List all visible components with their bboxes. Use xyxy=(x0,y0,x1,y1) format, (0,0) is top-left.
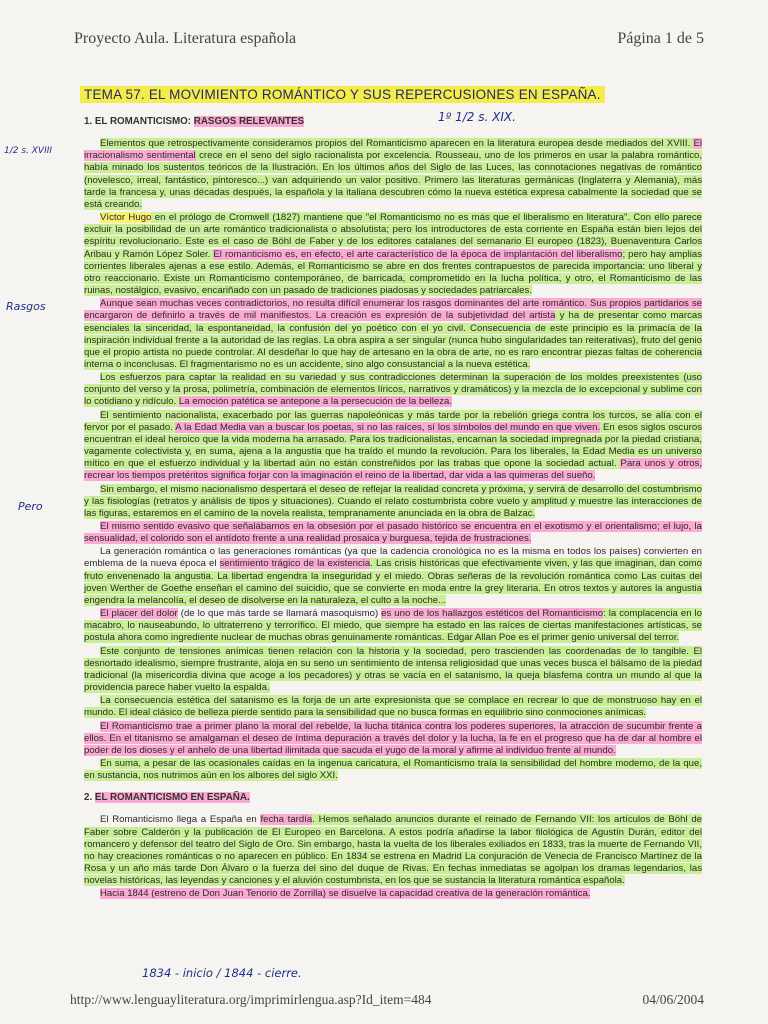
paragraph xyxy=(84,484,702,520)
paragraph xyxy=(84,721,702,757)
text-run: El placer del dolor xyxy=(100,608,178,620)
paragraph xyxy=(84,298,702,371)
section-2-heading xyxy=(84,792,702,804)
text-run: y ha de presentar como marcas esenciales la sinceridad, la espontaneidad, la confusión del yo poético con el yo civil. Consecuencia de este principio es la primacía de la inspiración individual frente a la autoridad de las reglas. La obra aspira a ser singular (nunca hubo singularidades tan reiterativas), fruto del genio que el propio artista no puede controlar. Al desdeñar lo que hay de artesano en la obra de arte, no es raro encontrar piezas faltas de coherencia interna o inconclusas. El fragmentarismo no es un accidente, sino algo consustancial a la nueva estética. xyxy=(84,310,702,370)
text-run: Para unos y otros, recrear los tiempos pretéritos significa forjar con la imaginación el reino de la libertad, dar vida a las quimeras del sueño. xyxy=(84,458,702,482)
paragraph xyxy=(84,695,702,719)
text-run: El irracionalismo sentimental xyxy=(84,138,702,162)
text-run: es uno de los hallazgos estéticos del Romanticismo xyxy=(381,608,604,620)
paragraph xyxy=(84,814,702,887)
header-title: Proyecto Aula. Literatura española xyxy=(74,30,297,47)
text-run: Sin embargo, el mismo nacionalismo despertará el deseo de reflejar la realidad concreta y próxima, y servirá de desarrollo del costumbrismo y las fisiologías (retratos y análisis de tipos y situaciones). Cuando el relato costumbrista cobre vuelo y amplitud y muestre las interacciones de las figuras, estaremos en el camino de la novela realista, tempranamente anunciada en la obra de Balzac. xyxy=(84,483,702,519)
paragraph xyxy=(84,646,702,695)
text-run: (de lo que más tarde se llamará masoquismo) xyxy=(177,608,382,620)
text-run: Este conjunto de tensiones anímicas tienen relación con la historia y la sociedad, pero trascienden las coordenadas de lo tangible. El desnortado idealismo, siempre frustrante, aloja en su seno un sentimiento de intensa religiosidad que unas veces busca el bálsamo de la piedad tradicional (la misericordia divina que acoge a los pecadores) y otras se vacía en el satanismo, la queja blasfema contra un mundo al que la providencia parece haber vuelto la espalda. xyxy=(84,645,702,694)
handwritten-note-pero: Pero xyxy=(18,500,43,513)
document-body xyxy=(84,114,702,902)
text-run: . Hemos señalado anuncios durante el reinado de Fernando VII: los artículos de Böhl de Faber sobre Calderón y la publicación de El Europeo en Barcelona. A estos podría añadirse la labor filológica de Agustín Durán, editor del romancero y defensor del teatro del Siglo de Oro. Sin embargo, hasta la vuelta de los liberales exiliados en 1833, tras la muerte de Fernando VII, no hay creaciones románticas o no aparecen en público. En 1834 se estrena en Madrid La conjuración de Venecia de Francisco Martínez de la Rosa y un año más tarde Don Álvaro o la fuerza del sino del duque de Rivas. En fechas inmediatas se agolpan los dramas legendarios, las novelas históricas, las leyendas y canciones y el aluvión costumbrista, en los que se sustancia la literatura romántica española. xyxy=(84,814,702,887)
paragraph xyxy=(84,546,702,607)
paragraph xyxy=(84,212,702,297)
text-run: La consecuencia estética del satanismo es la forja de un arte expresionista que se complace en recrear lo que de monstruoso hay en el mundo. El ideal clásico de belleza pierde sentido para la sensibilidad que no busca formas en equilibrio sino conmociones anímicas. xyxy=(84,695,702,719)
text-run: La emoción patética se antepone a la persecución de la belleza. xyxy=(178,396,452,408)
footer-url: http://www.lenguayliteratura.org/imprimirlengua.asp?Id_item=484 xyxy=(70,992,432,1007)
paragraph xyxy=(84,608,702,644)
text-run: : la complacencia en lo macabro, lo nauseabundo, lo ultraterreno y terrorífico. El miedo, que siempre ha estado en las raíces de ciertas manifestaciones artísticas, se postula ahora como ingrediente nuclear de muchas obras genuinamente románticas. Edgar Allan Poe es el primer genio universal del terror. xyxy=(84,608,703,644)
handwritten-note-dates: 1834 - inicio / 1844 - cierre. xyxy=(142,966,302,980)
text-run: En el titanismo se amalgaman el deseo de íntima depuración a través del dolor y la lucha, la fe en el progreso que ha de dar al hombre el poder de los dioses y el anhelo de una libertad ilimitada que sacuda el yugo de la moral y afirme al individuo frente al mundo. xyxy=(84,732,702,756)
text-run: en el prólogo de Cromwell (1827) mantiene que "el Romanticismo no es más que el liberalismo en literatura". Con ello parece excluir la posibilidad de un arte romántico tradicionalista o absolutista; pero los introductores de esta corriente en España están bien lejos del espíritu revolucionario. Este es el caso de Böhl de Faber y de los editores catalanes del semanario El europeo (1823), Buenaventura Carlos Aribau y Ramón López Soler. xyxy=(84,212,702,260)
text-run: Sus propios partidarios se encargaron de definirlo a través de mil manifiestos. La creación es expresión de la subjetividad del artista xyxy=(84,298,703,322)
handwritten-note-rasgos: Rasgos xyxy=(6,300,46,313)
text-run: El sentimiento nacionalista, exacerbado por las guerras napoleónicas y más tarde por la rebelión griega contra los turcos, se alía con el fervor por el pasado. xyxy=(84,409,702,433)
text-run: sentimiento trágico de la existencia xyxy=(219,558,371,570)
handwritten-note-margin: 1/2 s. XVIII xyxy=(4,146,53,156)
section-number: 2. xyxy=(84,792,95,804)
text-run: ; pero hay amplias corrientes liberales ajenas a ese estilo. Además, el Romanticismo se abre en dos frentes contrapuestos de parecida importancia: uno liberal y otro reaccionario. Existe un Romanticismo contemporáneo, de barricada, comprometido en la lucha política, y otro, el Romanticismo de las ruinas, nostálgico, evasivo, encariñado con un pasado de tradiciones piadosas y sociedades patriarcales. xyxy=(84,248,702,297)
text-run: . Las crisis históricas que efectivamente viven, y las que imaginan, dan como fruto envenenado la angustia. La libertad engendra la inseguridad y el miedo. Obras señeras de la revolución romántica como Las cuitas del joven Werther de Goethe enseñan el camino del suicidio, que se convierte en moda entre la grey literaria. En otros textos y autores la angustia engendra la melancolía, el deseo de disolverse en la naturaleza, el culto a la noche... xyxy=(84,558,702,606)
text-run: fecha tardía xyxy=(260,814,313,826)
paragraph xyxy=(84,138,702,211)
text-run: El romanticismo es, en efecto, el arte característico de la época de implantación del liberalismo xyxy=(213,248,623,260)
text-run: En suma, a pesar de las ocasionales caídas en la ingenua caricatura, el Romanticismo traía la sensibilidad del hombre moderno, de la que, en sustancia, nos nutrimos aún en los albores del siglo XXI. xyxy=(84,757,702,782)
handwritten-note-century: 1º 1/2 s. XIX. xyxy=(438,110,516,124)
document-title: TEMA 57. EL MOVIMIENTO ROMÁNTICO Y SUS REPERCUSIONES EN ESPAÑA. xyxy=(80,86,605,103)
section-number: 1. EL ROMANTICISMO: xyxy=(84,116,194,127)
section-title: RASGOS RELEVANTES xyxy=(193,116,305,127)
section-title: EL ROMANTICISMO EN ESPAÑA. xyxy=(94,792,250,804)
text-run: A la Edad Media van a buscar los poetas, si no las raíces, sí los símbolos del mundo en que viven. xyxy=(175,421,601,433)
text-run: Los esfuerzos para captar la realidad en su variedad y sus contradicciones determinan la superación de los moldes preexistentes (uso conjunto del verso y la prosa, polimetría, combinación de elementos líricos, narrativos y dramáticos) y la mezcla de lo excepcional y sublime con lo cotidiano y ridículo. xyxy=(84,372,702,408)
paragraph xyxy=(84,372,702,408)
text-run: crece en el seno del siglo racionalista por excelencia. Rousseau, uno de los primeros en usar la palabra romántico, había minado los sustentos teóricos de la Ilustración. En los últimos años del Siglo de las Luces, las connotaciones negativas de romántico (novelesco, irreal, fantástico, pintoresco...) van adquiriendo un valor positivo. Primero las literaturas germánicas (Inglaterra y Alemania), más tarde la francesa y, unas décadas después, la española y la italiana descubren cómo la nueva estética expresa cabalmente la sociedad que se está creando. xyxy=(84,150,703,210)
paragraph xyxy=(84,521,702,545)
footer-date: 04/06/2004 xyxy=(642,992,704,1007)
text-run: Aunque sean muchas veces contradictorios, no resulta difícil enumerar los rasgos dominantes del arte romántico. xyxy=(100,298,591,310)
text-run: Víctor Hugo xyxy=(100,212,152,224)
text-run: Elementos que retrospectivamente consideramos propios del Romanticismo aparecen en la literatura europea desde mediados del XVIII. xyxy=(100,138,694,150)
paragraph xyxy=(84,888,702,900)
text-run: En esos siglos oscuros encuentran el ideal heroico que la vida moderna ha arrasado. Para los tradicionalistas, encarnan la sociedad impregnada por la piedad cristiana, vagamente colectivista y, en suma, ajena a la angustia que ha traído el mundo la revolución. Para los liberales, la Edad Media es un universo mítico en que el esfuerzo individual y la libertad aún no están constreñidos por las trabas que opone la sociedad actual. xyxy=(84,421,702,470)
section-1-heading xyxy=(84,116,702,128)
paragraph xyxy=(84,758,702,782)
page-number: Página 1 de 5 xyxy=(617,30,704,47)
text-run: El Romanticismo trae a primer plano la moral del rebelde, la lucha titánica contra los poderes superiores, la atracción de sucumbir frente a ellos. xyxy=(84,720,702,744)
text-run: El Romanticismo llega a España en xyxy=(100,814,261,826)
text-run: El mismo sentido evasivo que señalábamos en la obsesión por el pasado histórico se encuentra en el exotismo y el orientalismo; el lujo, la sensualidad, el colorido son el antídoto frente a una realidad prosaica y burguesa, tejida de frustraciones. xyxy=(84,521,702,545)
paragraph xyxy=(84,410,702,483)
text-run: Hacia 1844 (estreno de Don Juan Tenorio de Zorrilla) se disuelve la capacidad creativa de la generación romántica. xyxy=(100,888,591,900)
text-run: La generación romántica o las generaciones románticas (ya que la cadencia cronológica no es la misma en todos los países) convierten en emblema de la nueva época el xyxy=(84,546,702,570)
